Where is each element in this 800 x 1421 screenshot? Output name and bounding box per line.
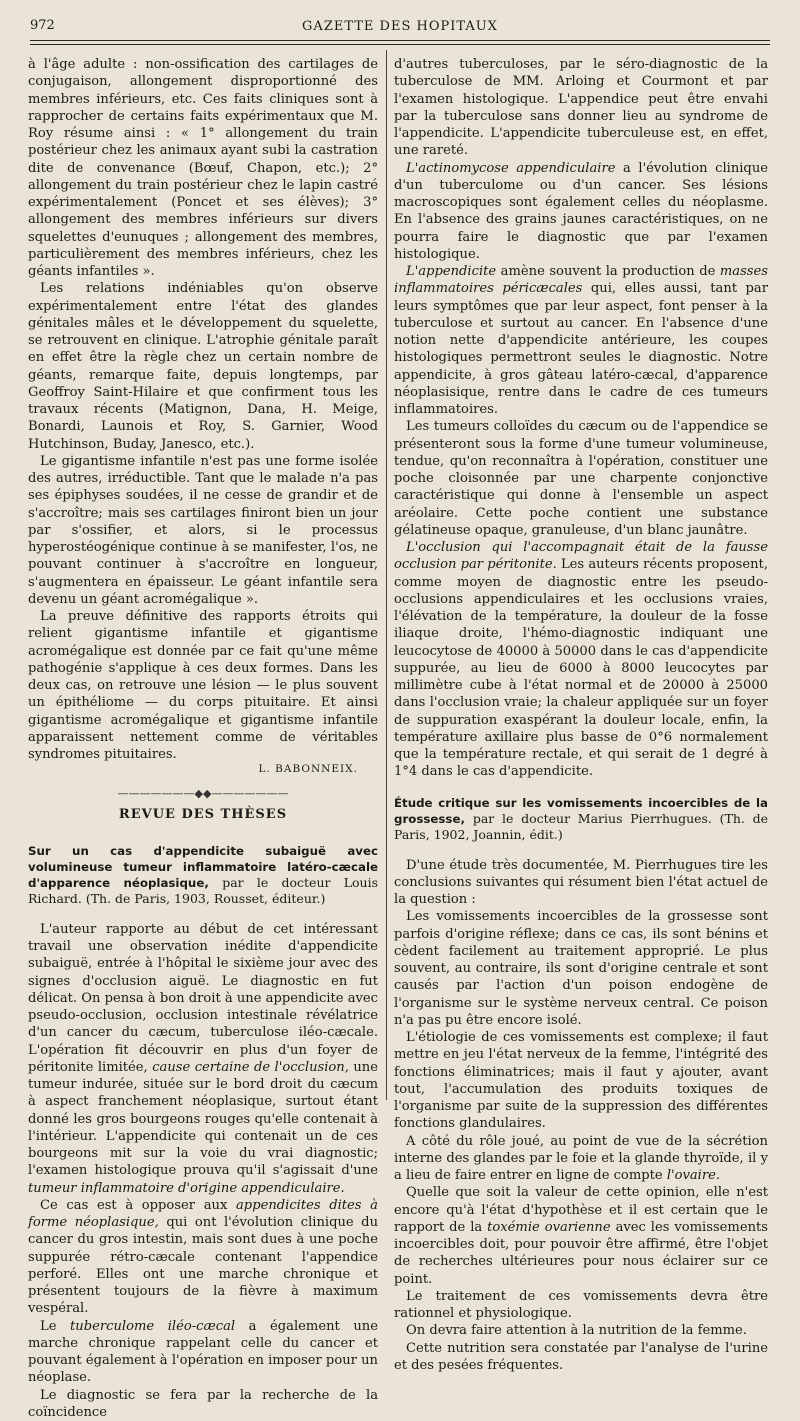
paragraph: Les relations indéniables qu'on observe expérimentalement entre l'état des glandes génitales mâles et le développement du squelette, se retrouvent en clinique. L'atrophie génitale paraît en effet être la règle chez un certain nombre de géants, remarque faite, depuis longtemps, par Geoffroy Saint-Hilaire et que confirment tous les travaux récents (Matignon, Dana, H. Meige, Bonardi, Launois et Roy, S. Garnier, Wood Hutchinson, Buday, Janesco, etc.). (28, 280, 378, 453)
column-divider (386, 50, 387, 1100)
section-title: REVUE DES THÈSES (28, 806, 378, 823)
header-rule-thin (30, 44, 770, 45)
paragraph: à l'âge adulte : non-ossification des cartilages de conjugaison, allongement disproportionné des membres inférieurs, etc. Ces faits cliniques sont à rapprocher de certains faits expérimentaux que M. Roy résume ainsi : « 1° allongement du train postérieur chez les animaux ayant subi la castration dite de convenance (Bœuf, Chapon, etc.); 2° allongement du train postérieur chez le lapin castré expérimentalement (Poncet et ses élèves); 3° allongement des membres inférieurs sur divers squelettes d'eunuques ; allongement des membres, particulièrement des membres inférieurs, chez les géants infantiles ». (28, 56, 378, 280)
paragraph: Le tuberculome iléo-cæcal a également une marche chronique rappelant celle du cancer et pouvant également à l'opération en imposer pour un néoplase. (28, 1318, 378, 1387)
paragraph: L'étiologie de ces vomissements est complexe; il faut mettre en jeu l'état nerveux de la femme, l'intégrité des fonctions éliminatrices; mais il faut y ajouter, avant tout, l'accumulation des produits toxiques de l'organisme par suite de la suppression des différentes fonctions glandulaires. (394, 1029, 768, 1133)
paragraph: Le traitement de ces vomissements devra être rationnel et physiologique. (394, 1288, 768, 1323)
paragraph: L'actinomycose appendiculaire a l'évolution clinique d'un tuberculome ou d'un cancer. Ses lésions macroscopiques sont également celles du néoplasme. En l'absence des grains jaunes caractéristiques, on ne pourra faire le diagnostic que par l'examen histologique. (394, 160, 768, 264)
author-signature: L. BABONNEIX. (28, 761, 358, 778)
paragraph: Les tumeurs colloïdes du cæcum ou de l'appendice se présenteront sous la forme d'une tumeur volumineuse, tendue, qu'on reconnaîtra à l'opération, constituer une poche cloisonnée par une charpente conjonctive caractéristique qui donne à l'ensemble un aspect aréolaire. Cette poche contient une substance gélatineuse opaque, granuleuse, d'un blanc jaunâtre. (394, 418, 768, 539)
ornament-divider: ———————◆◆——————— (28, 787, 378, 800)
article-meta: par le docteur Louis Richard. (Th. de Paris, 1903, Rousset, éditeur.) (28, 875, 378, 906)
article-heading (28, 843, 378, 907)
article-meta: par le docteur Marius Pierrhugues. (Th. de Paris, 1902, Joannin, édit.) (394, 811, 768, 842)
paragraph: Quelle que soit la valeur de cette opinion, elle n'est encore qu'à l'état d'hypothèse et il est certain que le rapport de la toxémie ovarienne avec les vomissements incoercibles doit, pour pouvoir être affirmé, être l'objet de recherches ultérieures pour nous éclairer sur ce point. (394, 1184, 768, 1288)
paragraph: L'appendicite amène souvent la production de masses inflammatoires péricæcales qui, elles aussi, tant par leurs symptômes que par leur aspect, font penser à la tuberculose et surtout au cancer. En l'absence d'une notion nette d'appendicite antérieure, les coupes histologiques permettront seules le diagnostic. Notre appendicite, à gros gâteau latéro-cæcal, d'apparence néoplasisique, rentre dans le cadre de ces tumeurs inflammatoires. (394, 263, 768, 418)
right-column (394, 56, 768, 1374)
running-title: GAZETTE DES HOPITAUX (0, 19, 800, 34)
paragraph: On devra faire attention à la nutrition de la femme. (394, 1322, 768, 1339)
paragraph: La preuve définitive des rapports étroits qui relient gigantisme infantile et gigantisme acromégalique est donnée par ce fait qu'une même pathogénie s'applique à ces deux formes. Dans les deux cas, on retrouve une lésion — le plus souvent un épithéliome — du corps pituitaire. Et ainsi gigantisme acromégalique et gigantisme infantile apparaissent nettement comme de véritables syndromes pituitaires. (28, 608, 378, 763)
paragraph: L'occlusion qui l'accompagnait était de la fausse occlusion par péritonite. Les auteurs récents proposent, comme moyen de diagnostic entre les pseudo-occlusions appendiculaires et les occlusions vraies, l'élévation de la température, la douleur de la fosse iliaque droite, l'hémo-diagnostic indiquant une leucocytose de 40000 à 50000 dans le cas d'appendicite suppurée, au lieu de 6000 à 8000 leucocytes par millimètre cube à l'état normal et de 20000 à 25000 dans l'occlusion vraie; la chaleur appliquée sur un foyer de suppuration exaspérant la douleur locale, enfin, la température axillaire plus basse de 0°6 normalement que la température rectale, et qui serait de 1 degré à 1°4 dans le cas d'appendicite. (394, 539, 768, 781)
article-title: Étude critique sur les vomissements incoercibles de la grossesse, (394, 796, 768, 826)
left-column (28, 56, 378, 1421)
paragraph: D'une étude très documentée, M. Pierrhugues tire les conclusions suivantes qui résument bien l'état actuel de la question : (394, 857, 768, 909)
paragraph: d'autres tuberculoses, par le séro-diagnostic de la tuberculose de MM. Arloing et Courmont et par l'examen histologique. L'appendice peut être envahi par la tuberculose sans donner lieu au syndrome de l'appendicite. L'appendicite tuberculeuse est, en effet, une rareté. (394, 56, 768, 160)
page-number: 972 (30, 18, 55, 33)
paragraph: L'auteur rapporte au début de cet intéressant travail une observation inédite d'appendicite subaiguë, entrée à l'hôpital le sixième jour avec des signes d'occlusion aiguë. Le diagnostic en fut délicat. On pensa à bon droit à une appendicite avec pseudo-occlusion, occlusion intestinale révélatrice d'un cancer du cæcum, tuberculose iléo-cæcale. L'opération fit découvrir en plus d'un foyer de péritonite limitée, cause certaine de l'occlusion, une tumeur indurée, située sur le bord droit du cæcum à aspect franchement néoplasique, surtout étant donné les gros bourgeons rouges qu'elle contenait à l'intérieur. L'appendicite qui contenait un de ces bourgeons mit sur la voie du vrai diagnostic; l'examen histologique prouva qu'il s'agissait d'une tumeur inflammatoire d'origine appendiculaire. (28, 921, 378, 1197)
paragraph: Cette nutrition sera constatée par l'analyse de l'urine et des pesées fréquentes. (394, 1340, 768, 1375)
article-heading (394, 795, 768, 843)
paragraph: Le gigantisme infantile n'est pas une forme isolée des autres, irréductible. Tant que le malade n'a pas ses épiphyses soudées, il ne cesse de grandir et de s'accroître; mais ses cartilages finiront bien un jour par s'ossifier, et alors, si le processus hyperostéogénique continue à se manifester, l'os, ne pouvant continuer à s'accroître en longueur, s'augmentera en épaisseur. Le géant infantile sera devenu un géant acromégalique ». (28, 453, 378, 608)
paragraph: A côté du rôle joué, au point de vue de la sécrétion interne des glandes par le foie et la glande thyroïde, il y a lieu de faire entrer en ligne de compte l'ovaire. (394, 1133, 768, 1185)
paragraph: Les vomissements incoercibles de la grossesse sont parfois d'origine réflexe; dans ce cas, ils sont bénins et cèdent facilement au traitement approprié. Le plus souvent, au contraire, ils sont d'origine centrale et sont causés par l'action d'un poison endogène de l'organisme sur le système nerveux central. Ce poison n'a pas pu être encore isolé. (394, 908, 768, 1029)
paragraph: Ce cas est à opposer aux appendicites dites à forme néoplasique, qui ont l'évolution clinique du cancer du gros intestin, mais sont dues à une poche suppurée rétro-cæcale contenant l'appendice perforé. Elles ont une marche chronique et présentent toujours de la fièvre à maximum vespéral. (28, 1197, 378, 1318)
paragraph: Le diagnostic se fera par la recherche de la coïncidence (28, 1387, 378, 1421)
article-title: Sur un cas d'appendicite subaiguë avec volumineuse tumeur inflammatoire latéro-cæcale d'apparence néoplasique, (28, 844, 378, 890)
header-rule (30, 40, 770, 41)
